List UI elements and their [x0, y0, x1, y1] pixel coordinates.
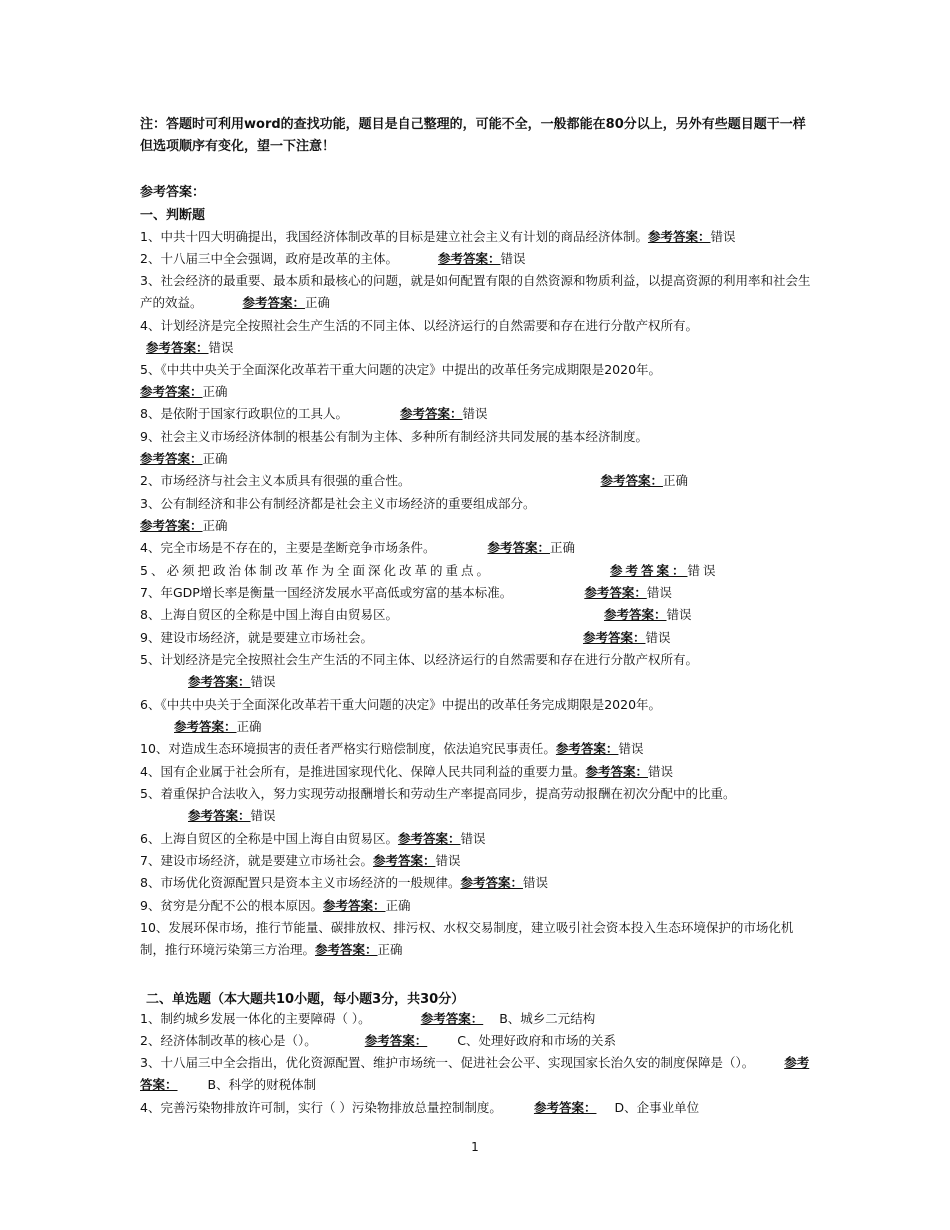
list-item: 3、公有制经济和非公有制经济都是社会主义市场经济的重要组成部分。 参考答案：正确 [140, 496, 536, 533]
list-item: 7、年GDP增长率是衡量一国经济发展水平高低或穷富的基本标准。 参考答案：错误 [140, 585, 672, 600]
list-item: 9、贫穷是分配不公的根本原因。参考答案：正确 [140, 898, 411, 913]
list-item: 2、经济体制改革的核心是（）。 参考答案： C、处理好政府和市场的关系 [140, 1033, 616, 1048]
list-item: 3、社会经济的最重要、最本质和最核心的问题，就是如何配置有限的自然资源和物质利益，以提高资源的利用率和社会生产的效益。 参考答案：正确 [140, 273, 811, 310]
list-item: 5、《中共中央关于全面深化改革若干重大问题的决定》中提出的改革任务完成期限是2020年。 参考答案：正确 [140, 362, 662, 399]
list-item: 1、制约城乡发展一体化的主要障碍（ ）。 参考答案： B、城乡二元结构 [140, 1011, 596, 1026]
true-false-section-heading: 一、判断题 [140, 208, 206, 223]
page-number: 1 [471, 1140, 479, 1154]
list-item: 8、是依附于国家行政职位的工具人。 参考答案：错误 [140, 406, 488, 421]
list-item: 7、建设市场经济，就是要建立市场社会。参考答案：错误 [140, 853, 461, 868]
list-item: 2、十八届三中全会强调，政府是改革的主体。 参考答案：错误 [140, 251, 526, 266]
list-item: 6、上海自贸区的全称是中国上海自由贸易区。参考答案：错误 [140, 831, 486, 846]
list-item: 9、建设市场经济，就是要建立市场社会。 参考答案：错误 [140, 630, 671, 645]
list-item: 4、计划经济是完全按照社会生产生活的不同主体、以经济运行的自然需要和存在进行分散产权所有。 参考答案：错误 [140, 318, 698, 355]
list-item: 10、发展环保市场，推行节能量、碳排放权、排污权、水权交易制度，建立吸引社会资本投入生态环境保护的市场化机制，推行环境污染第三方治理。参考答案：正确 [140, 920, 794, 957]
list-item: 3、十八届三中全会指出，优化资源配置、维护市场统一、促进社会公平、实现国家长治久安的制度保障是（）。 参考答案： B、科学的财税体制 [140, 1055, 810, 1092]
list-item: 5、计划经济是完全按照社会生产生活的不同主体、以经济运行的自然需要和存在进行分散产权所有。 参考答案：错误 [140, 652, 698, 689]
list-item: 10、对造成生态环境损害的责任者严格实行赔偿制度，依法追究民事责任。参考答案：错误 [140, 741, 644, 756]
list-item: 4、国有企业属于社会所有，是推进国家现代化、保障人民共同利益的重要力量。参考答案：错误 [140, 764, 673, 779]
note-paragraph: 注：答题时可利用word的查找功能，题目是自己整理的，可能不全，一般都能在80分以上，另外有些题目题干一样但选项顺序有变化，望一下注意！ [140, 117, 806, 154]
list-item: 5、必须把政治体制改革作为全面深化改革的重点。 参考答案：错误 [140, 563, 719, 578]
reference-answers-heading: 参考答案： [140, 185, 206, 200]
list-item: 6、《中共中央关于全面深化改革若干重大问题的决定》中提出的改革任务完成期限是2020年。 参考答案：正确 [140, 697, 662, 734]
list-item: 8、市场优化资源配置只是资本主义市场经济的一般规律。参考答案：错误 [140, 875, 548, 890]
single-choice-section-heading: 二、单选题（本大题共10小题，每小题3分，共30分） [146, 992, 465, 1007]
list-item: 9、社会主义市场经济体制的根基公有制为主体、多种所有制经济共同发展的基本经济制度。 参考答案：正确 [140, 429, 648, 466]
list-item: 4、完全市场是不存在的，主要是垄断竞争市场条件。 参考答案：正确 [140, 540, 575, 555]
list-item: 4、完善污染物排放许可制，实行（ ）污染物排放总量控制制度。 参考答案： D、企事业单位 [140, 1100, 700, 1115]
list-item: 8、上海自贸区的全称是中国上海自由贸易区。 参考答案：错误 [140, 607, 692, 622]
list-item: 5、着重保护合法收入，努力实现劳动报酬增长和劳动生产率提高同步，提高劳动报酬在初次分配中的比重。 参考答案：错误 [140, 786, 736, 823]
list-item: 1、中共十四大明确提出，我国经济体制改革的目标是建立社会主义有计划的商品经济体制。参考答案：错误 [140, 229, 736, 244]
list-item: 2、市场经济与社会主义本质具有很强的重合性。 参考答案：正确 [140, 473, 688, 488]
